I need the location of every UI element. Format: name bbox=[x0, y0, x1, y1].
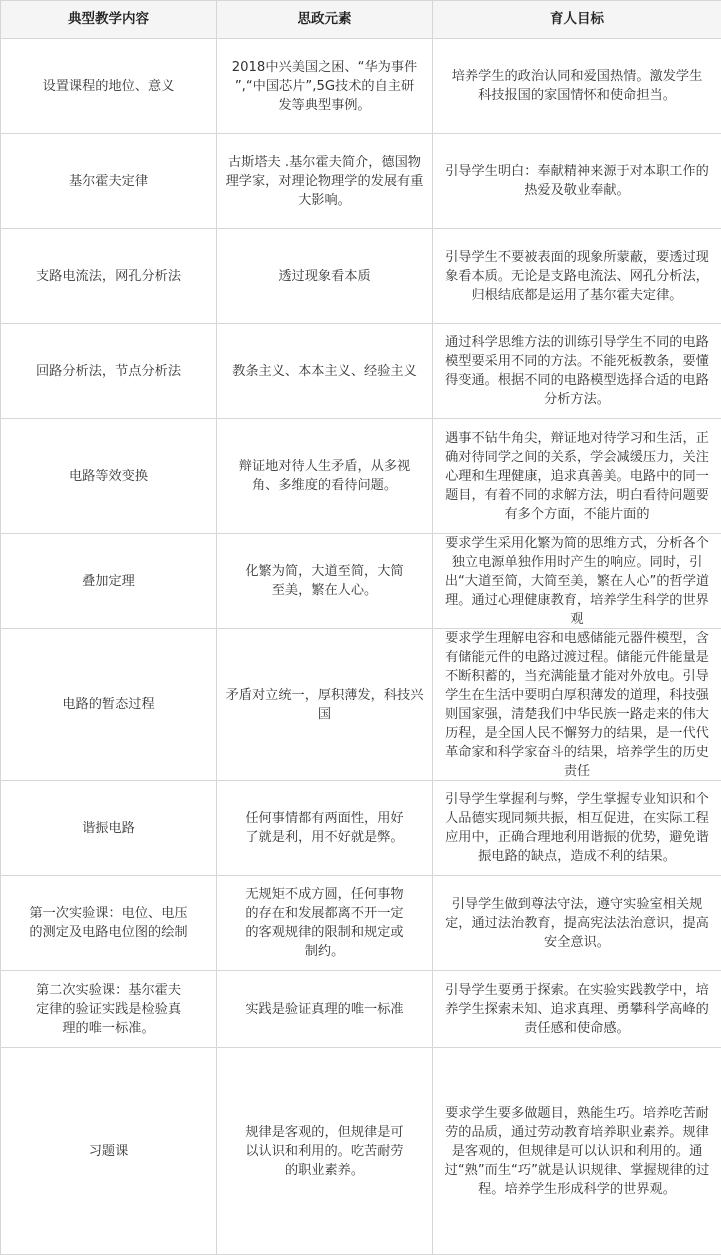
table-row bbox=[1, 1048, 721, 1255]
row-goal-cell: 通过科学思维方法的训练引导学生不同的电路模型要采用不同的方法。不能死板教条，要懂得变通。根据不同的电路模型选择合适的电路分析方法。 bbox=[433, 324, 721, 419]
row-content-cell: 叠加定理 bbox=[1, 534, 217, 629]
row-element-cell: 化繁为简，大道至简，大简至美，繁在人心。 bbox=[217, 534, 433, 629]
header-education-goal: 育人目标 bbox=[433, 1, 721, 39]
row-goal-cell: 培养学生的政治认同和爱国热情。激发学生科技报国的家国情怀和使命担当。 bbox=[433, 39, 721, 134]
row-content-cell: 电路等效变换 bbox=[1, 419, 217, 534]
row-element-cell: 2018中兴美国之困、“华为事件 ”,“中国芯片”,5G技术的自主研发等典型事例。 bbox=[217, 39, 433, 134]
row-element-cell: 实践是验证真理的唯一标准 bbox=[217, 971, 433, 1048]
row-goal-cell: 要求学生采用化繁为简的思维方式，分析各个独立电源单独作用时产生的响应。同时，引出“大道至简，大简至美，繁在人心”的哲学道理。通过心理健康教育，培养学生科学的世界观 bbox=[433, 534, 721, 629]
row-goal-cell: 要求学生要多做题目，熟能生巧。培养吃苦耐劳的品质，通过劳动教育培养职业素养。规律是客观的，但规律是可以认识和利用的。通过“熟”而生“巧”就是认识规律、掌握规律的过程。培养学生形成科学的世界观。 bbox=[433, 1048, 721, 1255]
row-goal-cell: 引导学生掌握利与弊，学生掌握专业知识和个人品德实现同频共振，相互促进，在实际工程应用中，正确合理地利用谐振的优势，避免谐振电路的缺点，造成不利的结果。 bbox=[433, 781, 721, 876]
row-element-cell: 矛盾对立统一，厚积薄发，科技兴国 bbox=[217, 629, 433, 781]
row-element-cell: 辩证地对待人生矛盾，从多视角、多维度的看待问题。 bbox=[217, 419, 433, 534]
row-content-cell: 设置课程的地位、意义 bbox=[1, 39, 217, 134]
table-row bbox=[1, 629, 721, 781]
table-row bbox=[1, 134, 721, 229]
row-content-cell: 第一次实验课：电位、电压的测定及电路电位图的绘制 bbox=[1, 876, 217, 971]
row-content-cell: 支路电流法，网孔分析法 bbox=[1, 229, 217, 324]
row-goal-cell: 引导学生做到尊法守法，遵守实验室相关规定，通过法治教育，提高宪法法治意识，提高安全意识。 bbox=[433, 876, 721, 971]
row-content-cell: 回路分析法，节点分析法 bbox=[1, 324, 217, 419]
table-row bbox=[1, 876, 721, 971]
row-goal-cell: 引导学生不要被表面的现象所蒙蔽，要透过现象看本质。无论是支路电流法、网孔分析法，归根结底都是运用了基尔霍夫定律。 bbox=[433, 229, 721, 324]
row-element-cell: 无规矩不成方圆，任何事物的存在和发展都离不开一定的客观规律的限制和规定或制约。 bbox=[217, 876, 433, 971]
row-element-cell: 古斯塔夫 .基尔霍夫简介，德国物理学家，对理论物理学的发展有重大影响。 bbox=[217, 134, 433, 229]
header-typical-content: 典型教学内容 bbox=[1, 1, 217, 39]
table-row bbox=[1, 534, 721, 629]
row-content-cell: 第二次实验课：基尔霍夫定律的验证实践是检验真理的唯一标准。 bbox=[1, 971, 217, 1048]
row-goal-cell: 引导学生要勇于探索。在实验实践教学中，培养学生探索未知、追求真理、勇攀科学高峰的责任感和使命感。 bbox=[433, 971, 721, 1048]
row-goal-cell: 遇事不钻牛角尖，辩证地对待学习和生活，正确对待同学之间的关系，学会减缓压力，关注心理和生理健康，追求真善美。电路中的同一题目，有着不同的求解方法，明白看待问题要有多个方面，不能片面的 bbox=[433, 419, 721, 534]
table-header-row bbox=[1, 1, 721, 39]
row-element-cell: 规律是客观的，但规律是可以认识和利用的。吃苦耐劳的职业素养。 bbox=[217, 1048, 433, 1255]
table-row bbox=[1, 39, 721, 134]
row-goal-cell: 要求学生理解电容和电感储能元器件模型，含有储能元件的电路过渡过程。储能元件能量是不断积蓄的，当充满能量才能对外放电。引导学生在生活中要明白厚积薄发的道理，科技强则国家强，清楚我们中华民族一路走来的伟大历程，是全国人民不懈努力的结果，是一代代革命家和科学家奋斗的结果，培养学生的历史责任 bbox=[433, 629, 721, 781]
row-content-cell: 习题课 bbox=[1, 1048, 217, 1255]
row-content-cell: 谐振电路 bbox=[1, 781, 217, 876]
table-row bbox=[1, 324, 721, 419]
row-content-cell: 电路的暂态过程 bbox=[1, 629, 217, 781]
row-element-cell: 任何事情都有两面性，用好了就是利，用不好就是弊。 bbox=[217, 781, 433, 876]
header-ideological-element: 思政元素 bbox=[217, 1, 433, 39]
row-content-cell: 基尔霍夫定律 bbox=[1, 134, 217, 229]
table-row bbox=[1, 971, 721, 1048]
row-element-cell: 透过现象看本质 bbox=[217, 229, 433, 324]
table-row bbox=[1, 419, 721, 534]
row-goal-cell: 引导学生明白：奉献精神来源于对本职工作的热爱及敬业奉献。 bbox=[433, 134, 721, 229]
row-element-cell: 教条主义、本本主义、经验主义 bbox=[217, 324, 433, 419]
table-row bbox=[1, 229, 721, 324]
table-row bbox=[1, 781, 721, 876]
